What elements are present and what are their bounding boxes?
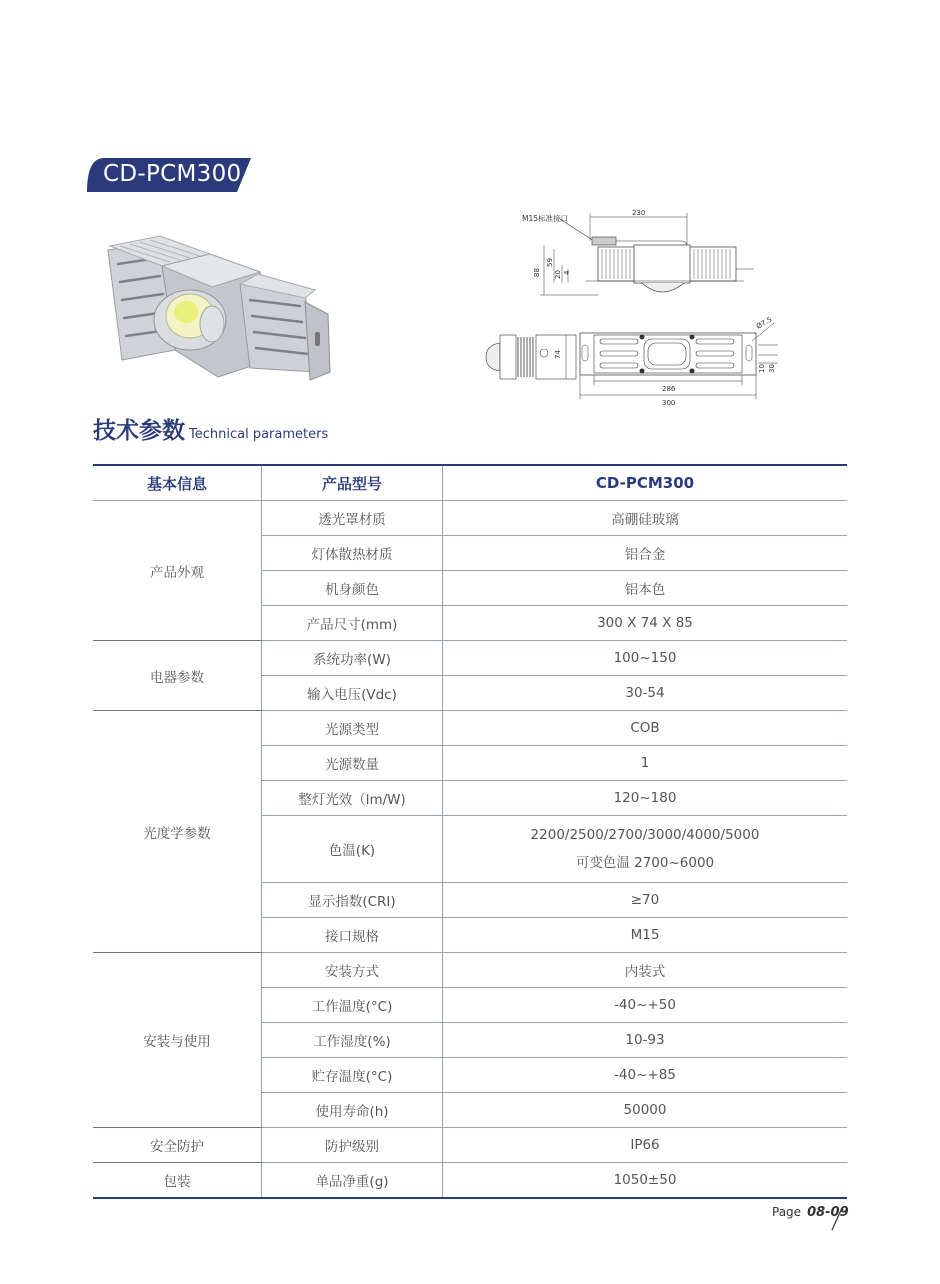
- row-value: 1050±50: [443, 1163, 848, 1199]
- row-value: 1: [443, 746, 848, 781]
- group-optical: 光度学参数: [93, 711, 262, 953]
- row-value: 铝本色: [443, 571, 848, 606]
- dim-10: 10: [758, 364, 766, 373]
- row-value: 100~150: [443, 641, 848, 676]
- header-model-value: CD-PCM300: [443, 465, 848, 501]
- section-title-en: Technical parameters: [189, 427, 329, 442]
- product-photo: [100, 232, 340, 382]
- table-row: [93, 641, 847, 676]
- row-value: COB: [443, 711, 848, 746]
- row-value: M15: [443, 918, 848, 953]
- group-install: 安装与使用: [93, 953, 262, 1128]
- row-label: 机身颜色: [262, 571, 443, 606]
- table-row: [93, 953, 847, 988]
- row-label: 系统功率(W): [262, 641, 443, 676]
- dim-286: 286: [662, 385, 676, 393]
- dim-4: 4: [563, 270, 571, 275]
- model-tab-label: CD-PCM300: [103, 161, 242, 187]
- group-safety: 安全防护: [93, 1128, 262, 1163]
- group-electrical: 电器参数: [93, 641, 262, 711]
- row-value: 高硼硅玻璃: [443, 501, 848, 536]
- table-row: [93, 1128, 847, 1163]
- row-value: -40~+85: [443, 1058, 848, 1093]
- header-basic-info: 基本信息: [93, 465, 262, 501]
- page-value: 08-09: [807, 1205, 849, 1220]
- header-model: 产品型号: [262, 465, 443, 501]
- table-row: [93, 1163, 847, 1199]
- row-value: 300 X 74 X 85: [443, 606, 848, 641]
- cct-fixed-values: 2200/2500/2700/3000/4000/5000: [530, 827, 760, 843]
- dim-74: 74: [554, 350, 562, 359]
- row-value: 50000: [443, 1093, 848, 1128]
- row-label: 透光罩材质: [262, 501, 443, 536]
- connector-label: M15标准接口: [522, 214, 569, 223]
- row-label: 光源数量: [262, 746, 443, 781]
- row-label: 防护级别: [262, 1128, 443, 1163]
- row-label: 显示指数(CRI): [262, 883, 443, 918]
- row-label: 安装方式: [262, 953, 443, 988]
- cct-variable-range: 可变色温 2700~6000: [575, 855, 715, 871]
- table-row: [93, 501, 847, 536]
- dim-7-5: Ø7.5: [755, 315, 774, 331]
- dim-59: 59: [546, 258, 554, 267]
- row-value: 120~180: [443, 781, 848, 816]
- row-label: 接口规格: [262, 918, 443, 953]
- dim-300: 300: [662, 399, 676, 407]
- row-label: 光源类型: [262, 711, 443, 746]
- row-label: 工作湿度(%): [262, 1023, 443, 1058]
- page-slash-icon: [830, 1206, 844, 1232]
- table-row: [93, 711, 847, 746]
- row-label: 贮存温度(°C): [262, 1058, 443, 1093]
- row-label: 使用寿命(h): [262, 1093, 443, 1128]
- dim-230: 230: [632, 209, 646, 217]
- row-label: 整灯光效（lm/W): [262, 781, 443, 816]
- row-value-cct: [443, 816, 848, 883]
- section-title: [93, 412, 328, 445]
- row-label: 输入电压(Vdc): [262, 676, 443, 711]
- row-label: 灯体散热材质: [262, 536, 443, 571]
- page-label: Page: [772, 1205, 802, 1219]
- row-value: IP66: [443, 1128, 848, 1163]
- model-tab: [87, 158, 251, 192]
- table-header-row: [93, 465, 847, 501]
- dim-30: 30: [768, 364, 776, 373]
- section-title-cn: 技术参数: [93, 418, 185, 444]
- technical-drawing: [482, 205, 782, 410]
- row-value: ≥70: [443, 883, 848, 918]
- row-label: 单品净重(g): [262, 1163, 443, 1199]
- row-value: -40~+50: [443, 988, 848, 1023]
- group-package: 包装: [93, 1163, 262, 1199]
- row-value: 10-93: [443, 1023, 848, 1058]
- row-label: 工作温度(°C): [262, 988, 443, 1023]
- row-value: 铝合金: [443, 536, 848, 571]
- dim-88: 88: [533, 268, 541, 277]
- row-value: 30-54: [443, 676, 848, 711]
- row-value: 内装式: [443, 953, 848, 988]
- row-label: 色温(K): [262, 816, 443, 883]
- row-label: 产品尺寸(mm): [262, 606, 443, 641]
- group-appearance: 产品外观: [93, 501, 262, 641]
- spec-table: [93, 464, 847, 1199]
- dim-20: 20: [554, 270, 562, 279]
